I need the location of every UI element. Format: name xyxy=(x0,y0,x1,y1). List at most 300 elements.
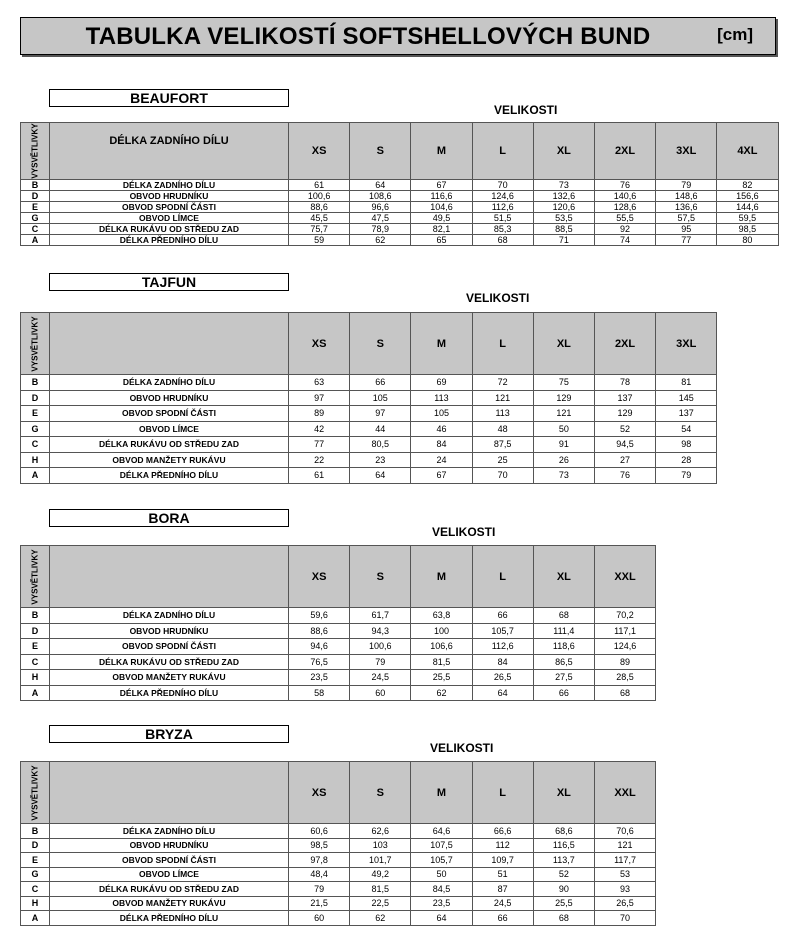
value-cell: 105,7 xyxy=(472,623,533,639)
value-cell: 148,6 xyxy=(656,191,717,202)
side-header-cell xyxy=(21,762,50,824)
row-label: DÉLKA ZADNÍHO DÍLU xyxy=(50,608,289,624)
value-cell: 117,7 xyxy=(594,853,655,868)
row-label: DÉLKA PŘEDNÍHO DÍLU xyxy=(50,468,289,484)
table-row xyxy=(21,896,656,911)
side-header-cell xyxy=(21,313,50,375)
value-cell: 82,1 xyxy=(411,224,472,235)
size-header-xl: XL xyxy=(533,546,594,608)
value-cell: 85,3 xyxy=(472,224,533,235)
value-cell: 94,5 xyxy=(594,437,655,453)
size-header-s: S xyxy=(350,762,411,824)
value-cell: 121 xyxy=(594,838,655,853)
value-cell: 108,6 xyxy=(350,191,411,202)
value-cell: 67 xyxy=(411,468,472,484)
row-code: E xyxy=(21,853,50,868)
table-row xyxy=(21,180,779,191)
value-cell: 47,5 xyxy=(350,213,411,224)
value-cell: 23,5 xyxy=(289,670,350,686)
table-name-bryza: BRYZA xyxy=(49,725,289,743)
value-cell: 137 xyxy=(656,406,717,422)
header-row xyxy=(21,123,779,180)
value-cell: 88,5 xyxy=(533,224,594,235)
value-cell: 28,5 xyxy=(594,670,655,686)
row-code: C xyxy=(21,882,50,897)
value-cell: 24,5 xyxy=(472,896,533,911)
value-cell: 55,5 xyxy=(594,213,655,224)
size-header-xs: XS xyxy=(289,762,350,824)
row-label: OBVOD SPODNÍ ČÁSTI xyxy=(50,202,289,213)
row-code: G xyxy=(21,867,50,882)
value-cell: 97 xyxy=(289,390,350,406)
value-cell: 98 xyxy=(656,437,717,453)
row-label: OBVOD HRUDNÍKU xyxy=(50,390,289,406)
value-cell: 71 xyxy=(533,235,594,246)
table-name-tajfun: TAJFUN xyxy=(49,273,289,291)
row-code: G xyxy=(21,421,50,437)
size-table-bryza xyxy=(20,761,656,926)
row-code: D xyxy=(21,838,50,853)
row-code: B xyxy=(21,375,50,391)
value-cell: 60 xyxy=(289,911,350,926)
table-row xyxy=(21,623,656,639)
value-cell: 124,6 xyxy=(472,191,533,202)
row-code: D xyxy=(21,390,50,406)
value-cell: 73 xyxy=(533,468,594,484)
value-cell: 113,7 xyxy=(533,853,594,868)
size-header-s: S xyxy=(350,313,411,375)
size-header-xl: XL xyxy=(533,313,594,375)
row-label: DÉLKA ZADNÍHO DÍLU xyxy=(50,824,289,839)
row-label: DÉLKA PŘEDNÍHO DÍLU xyxy=(50,235,289,246)
value-cell: 96,6 xyxy=(350,202,411,213)
size-header-4xl: 4XL xyxy=(717,123,778,180)
value-cell: 79 xyxy=(656,180,717,191)
value-cell: 50 xyxy=(533,421,594,437)
row-label: OBVOD HRUDNÍKU xyxy=(50,191,289,202)
value-cell: 118,6 xyxy=(533,639,594,655)
value-cell: 22 xyxy=(289,452,350,468)
value-cell: 156,6 xyxy=(717,191,778,202)
value-cell: 51 xyxy=(472,867,533,882)
row-code: E xyxy=(21,406,50,422)
row-code: E xyxy=(21,639,50,655)
value-cell: 25,5 xyxy=(533,896,594,911)
sizes-heading: VELIKOSTI xyxy=(494,103,558,117)
value-cell: 25 xyxy=(472,452,533,468)
value-cell: 92 xyxy=(594,224,655,235)
value-cell: 26,5 xyxy=(472,670,533,686)
value-cell: 109,7 xyxy=(472,853,533,868)
value-cell: 94,6 xyxy=(289,639,350,655)
size-header-xs: XS xyxy=(289,123,350,180)
size-header-s: S xyxy=(350,546,411,608)
value-cell: 73 xyxy=(533,180,594,191)
value-cell: 77 xyxy=(289,437,350,453)
value-cell: 100 xyxy=(411,623,472,639)
value-cell: 66,6 xyxy=(472,824,533,839)
value-cell: 107,5 xyxy=(411,838,472,853)
value-cell: 89 xyxy=(594,654,655,670)
value-cell: 81,5 xyxy=(411,654,472,670)
value-cell: 112,6 xyxy=(472,639,533,655)
value-cell: 51,5 xyxy=(472,213,533,224)
row-label: DÉLKA RUKÁVU OD STŘEDU ZAD xyxy=(50,224,289,235)
table-row xyxy=(21,421,717,437)
value-cell: 84,5 xyxy=(411,882,472,897)
table-row xyxy=(21,390,717,406)
value-cell: 26,5 xyxy=(594,896,655,911)
value-cell: 140,6 xyxy=(594,191,655,202)
table-row xyxy=(21,867,656,882)
value-cell: 113 xyxy=(472,406,533,422)
table-row xyxy=(21,406,717,422)
value-cell: 84 xyxy=(472,654,533,670)
value-cell: 98,5 xyxy=(717,224,778,235)
size-header-m: M xyxy=(411,313,472,375)
value-cell: 68 xyxy=(533,608,594,624)
value-cell: 68 xyxy=(594,685,655,701)
value-cell: 68,6 xyxy=(533,824,594,839)
table-row xyxy=(21,824,656,839)
value-cell: 25,5 xyxy=(411,670,472,686)
value-cell: 70 xyxy=(472,180,533,191)
row-label: DÉLKA PŘEDNÍHO DÍLU xyxy=(50,911,289,926)
side-header-cell xyxy=(21,123,50,180)
table-row xyxy=(21,685,656,701)
size-header-2xl: 2XL xyxy=(594,123,655,180)
size-table-bora xyxy=(20,545,656,701)
value-cell: 97,8 xyxy=(289,853,350,868)
value-cell: 42 xyxy=(289,421,350,437)
row-code: B xyxy=(21,824,50,839)
value-cell: 22,5 xyxy=(350,896,411,911)
value-cell: 81,5 xyxy=(350,882,411,897)
title-banner xyxy=(20,17,776,55)
table-row xyxy=(21,202,779,213)
size-header-xxl: XXL xyxy=(594,546,655,608)
value-cell: 94,3 xyxy=(350,623,411,639)
value-cell: 129 xyxy=(594,406,655,422)
value-cell: 75 xyxy=(533,375,594,391)
table-row xyxy=(21,191,779,202)
row-code: C xyxy=(21,224,50,235)
row-code: C xyxy=(21,654,50,670)
sizes-heading: VELIKOSTI xyxy=(466,291,530,305)
value-cell: 112,6 xyxy=(472,202,533,213)
header-description xyxy=(50,762,289,824)
value-cell: 68 xyxy=(472,235,533,246)
value-cell: 67 xyxy=(411,180,472,191)
value-cell: 121 xyxy=(472,390,533,406)
value-cell: 100,6 xyxy=(350,639,411,655)
value-cell: 112 xyxy=(472,838,533,853)
value-cell: 61 xyxy=(289,180,350,191)
table-row xyxy=(21,670,656,686)
size-header-xs: XS xyxy=(289,313,350,375)
value-cell: 105 xyxy=(350,390,411,406)
table-row xyxy=(21,882,656,897)
value-cell: 66 xyxy=(472,911,533,926)
value-cell: 124,6 xyxy=(594,639,655,655)
row-code: B xyxy=(21,180,50,191)
value-cell: 105,7 xyxy=(411,853,472,868)
size-header-xs: XS xyxy=(289,546,350,608)
value-cell: 79 xyxy=(656,468,717,484)
value-cell: 58 xyxy=(289,685,350,701)
size-table-tajfun xyxy=(20,312,717,484)
table-name-bora: BORA xyxy=(49,509,289,527)
value-cell: 23 xyxy=(350,452,411,468)
row-code: B xyxy=(21,608,50,624)
value-cell: 27 xyxy=(594,452,655,468)
value-cell: 137 xyxy=(594,390,655,406)
header-row xyxy=(21,546,656,608)
value-cell: 26 xyxy=(533,452,594,468)
value-cell: 101,7 xyxy=(350,853,411,868)
row-label: DÉLKA ZADNÍHO DÍLU xyxy=(50,180,289,191)
size-header-l: L xyxy=(472,762,533,824)
row-label: OBVOD MANŽETY RUKÁVU xyxy=(50,452,289,468)
unit-label: [cm] xyxy=(717,25,753,44)
size-header-xl: XL xyxy=(533,762,594,824)
size-header-2xl: 2XL xyxy=(594,313,655,375)
table-row xyxy=(21,452,717,468)
size-header-m: M xyxy=(411,762,472,824)
row-code: A xyxy=(21,235,50,246)
value-cell: 21,5 xyxy=(289,896,350,911)
value-cell: 63,8 xyxy=(411,608,472,624)
value-cell: 48,4 xyxy=(289,867,350,882)
value-cell: 128,6 xyxy=(594,202,655,213)
table-name-beaufort: BEAUFORT xyxy=(49,89,289,107)
value-cell: 80,5 xyxy=(350,437,411,453)
side-header-cell xyxy=(21,546,50,608)
sizes-heading: VELIKOSTI xyxy=(430,741,494,755)
row-code: D xyxy=(21,191,50,202)
value-cell: 60 xyxy=(350,685,411,701)
value-cell: 61,7 xyxy=(350,608,411,624)
row-label: DÉLKA RUKÁVU OD STŘEDU ZAD xyxy=(50,882,289,897)
side-header-text: VYSVĚTLIVKY xyxy=(30,123,40,179)
value-cell: 66 xyxy=(350,375,411,391)
value-cell: 76 xyxy=(594,468,655,484)
table-row xyxy=(21,213,779,224)
value-cell: 69 xyxy=(411,375,472,391)
value-cell: 62 xyxy=(350,235,411,246)
value-cell: 70,2 xyxy=(594,608,655,624)
value-cell: 79 xyxy=(289,882,350,897)
size-header-l: L xyxy=(472,313,533,375)
row-label: OBVOD SPODNÍ ČÁSTI xyxy=(50,406,289,422)
value-cell: 60,6 xyxy=(289,824,350,839)
value-cell: 106,6 xyxy=(411,639,472,655)
value-cell: 81 xyxy=(656,375,717,391)
row-label: DÉLKA RUKÁVU OD STŘEDU ZAD xyxy=(50,437,289,453)
value-cell: 24,5 xyxy=(350,670,411,686)
value-cell: 63 xyxy=(289,375,350,391)
value-cell: 59 xyxy=(289,235,350,246)
value-cell: 61 xyxy=(289,468,350,484)
size-header-l: L xyxy=(472,546,533,608)
value-cell: 45,5 xyxy=(289,213,350,224)
value-cell: 44 xyxy=(350,421,411,437)
value-cell: 113 xyxy=(411,390,472,406)
value-cell: 103 xyxy=(350,838,411,853)
header-description: DÉLKA ZADNÍHO DÍLU xyxy=(50,123,289,180)
row-label: DÉLKA RUKÁVU OD STŘEDU ZAD xyxy=(50,654,289,670)
row-code: C xyxy=(21,437,50,453)
row-label: OBVOD LÍMCE xyxy=(50,867,289,882)
value-cell: 116,5 xyxy=(533,838,594,853)
side-header-text: VYSVĚTLIVKY xyxy=(30,315,40,372)
size-header-xxl: XXL xyxy=(594,762,655,824)
row-label: OBVOD MANŽETY RUKÁVU xyxy=(50,896,289,911)
value-cell: 145 xyxy=(656,390,717,406)
side-header-text: VYSVĚTLIVKY xyxy=(30,764,40,821)
header-description xyxy=(50,546,289,608)
value-cell: 53 xyxy=(594,867,655,882)
value-cell: 72 xyxy=(472,375,533,391)
value-cell: 52 xyxy=(594,421,655,437)
page-title: TABULKA VELIKOSTÍ SOFTSHELLOVÝCH BUND xyxy=(85,23,651,50)
table-row xyxy=(21,639,656,655)
size-header-l: L xyxy=(472,123,533,180)
value-cell: 88,6 xyxy=(289,202,350,213)
value-cell: 70 xyxy=(472,468,533,484)
value-cell: 77 xyxy=(656,235,717,246)
row-label: OBVOD SPODNÍ ČÁSTI xyxy=(50,639,289,655)
size-header-xl: XL xyxy=(533,123,594,180)
header-row xyxy=(21,762,656,824)
table-row xyxy=(21,853,656,868)
value-cell: 76,5 xyxy=(289,654,350,670)
value-cell: 57,5 xyxy=(656,213,717,224)
value-cell: 111,4 xyxy=(533,623,594,639)
row-label: OBVOD LÍMCE xyxy=(50,421,289,437)
side-header-text: VYSVĚTLIVKY xyxy=(30,548,40,605)
value-cell: 97 xyxy=(350,406,411,422)
size-header-s: S xyxy=(350,123,411,180)
table-row xyxy=(21,911,656,926)
value-cell: 59,6 xyxy=(289,608,350,624)
value-cell: 100,6 xyxy=(289,191,350,202)
value-cell: 121 xyxy=(533,406,594,422)
value-cell: 76 xyxy=(594,180,655,191)
value-cell: 54 xyxy=(656,421,717,437)
value-cell: 74 xyxy=(594,235,655,246)
value-cell: 48 xyxy=(472,421,533,437)
value-cell: 120,6 xyxy=(533,202,594,213)
value-cell: 144,6 xyxy=(717,202,778,213)
value-cell: 89 xyxy=(289,406,350,422)
value-cell: 88,6 xyxy=(289,623,350,639)
table-row xyxy=(21,608,656,624)
table-row xyxy=(21,654,656,670)
value-cell: 66 xyxy=(533,685,594,701)
value-cell: 105 xyxy=(411,406,472,422)
size-table-beaufort xyxy=(20,122,779,246)
size-header-3xl: 3XL xyxy=(656,313,717,375)
value-cell: 93 xyxy=(594,882,655,897)
size-header-3xl: 3XL xyxy=(656,123,717,180)
row-label: OBVOD LÍMCE xyxy=(50,213,289,224)
value-cell: 49,5 xyxy=(411,213,472,224)
row-code: D xyxy=(21,623,50,639)
value-cell: 82 xyxy=(717,180,778,191)
row-label: DÉLKA ZADNÍHO DÍLU xyxy=(50,375,289,391)
value-cell: 64 xyxy=(350,180,411,191)
row-code: A xyxy=(21,468,50,484)
value-cell: 87,5 xyxy=(472,437,533,453)
value-cell: 104,6 xyxy=(411,202,472,213)
value-cell: 75,7 xyxy=(289,224,350,235)
value-cell: 64 xyxy=(411,911,472,926)
table-row xyxy=(21,375,717,391)
value-cell: 70 xyxy=(594,911,655,926)
value-cell: 95 xyxy=(656,224,717,235)
value-cell: 66 xyxy=(472,608,533,624)
value-cell: 49,2 xyxy=(350,867,411,882)
value-cell: 23,5 xyxy=(411,896,472,911)
value-cell: 78,9 xyxy=(350,224,411,235)
value-cell: 91 xyxy=(533,437,594,453)
row-label: DÉLKA PŘEDNÍHO DÍLU xyxy=(50,685,289,701)
value-cell: 84 xyxy=(411,437,472,453)
table-row xyxy=(21,437,717,453)
value-cell: 53,5 xyxy=(533,213,594,224)
value-cell: 64,6 xyxy=(411,824,472,839)
row-code: H xyxy=(21,896,50,911)
value-cell: 64 xyxy=(472,685,533,701)
value-cell: 68 xyxy=(533,911,594,926)
row-code: E xyxy=(21,202,50,213)
row-code: A xyxy=(21,911,50,926)
value-cell: 117,1 xyxy=(594,623,655,639)
row-code: H xyxy=(21,670,50,686)
header-description xyxy=(50,313,289,375)
row-label: OBVOD HRUDNÍKU xyxy=(50,623,289,639)
value-cell: 78 xyxy=(594,375,655,391)
value-cell: 129 xyxy=(533,390,594,406)
value-cell: 50 xyxy=(411,867,472,882)
row-label: OBVOD SPODNÍ ČÁSTI xyxy=(50,853,289,868)
table-row xyxy=(21,224,779,235)
value-cell: 87 xyxy=(472,882,533,897)
sizes-heading: VELIKOSTI xyxy=(432,525,496,539)
table-row xyxy=(21,235,779,246)
value-cell: 80 xyxy=(717,235,778,246)
value-cell: 52 xyxy=(533,867,594,882)
row-label: OBVOD HRUDNÍKU xyxy=(50,838,289,853)
value-cell: 65 xyxy=(411,235,472,246)
value-cell: 132,6 xyxy=(533,191,594,202)
value-cell: 27,5 xyxy=(533,670,594,686)
value-cell: 98,5 xyxy=(289,838,350,853)
value-cell: 116,6 xyxy=(411,191,472,202)
value-cell: 28 xyxy=(656,452,717,468)
row-code: H xyxy=(21,452,50,468)
row-code: A xyxy=(21,685,50,701)
value-cell: 79 xyxy=(350,654,411,670)
size-header-m: M xyxy=(411,123,472,180)
value-cell: 62,6 xyxy=(350,824,411,839)
value-cell: 86,5 xyxy=(533,654,594,670)
row-code: G xyxy=(21,213,50,224)
value-cell: 62 xyxy=(350,911,411,926)
header-row xyxy=(21,313,717,375)
value-cell: 59,5 xyxy=(717,213,778,224)
